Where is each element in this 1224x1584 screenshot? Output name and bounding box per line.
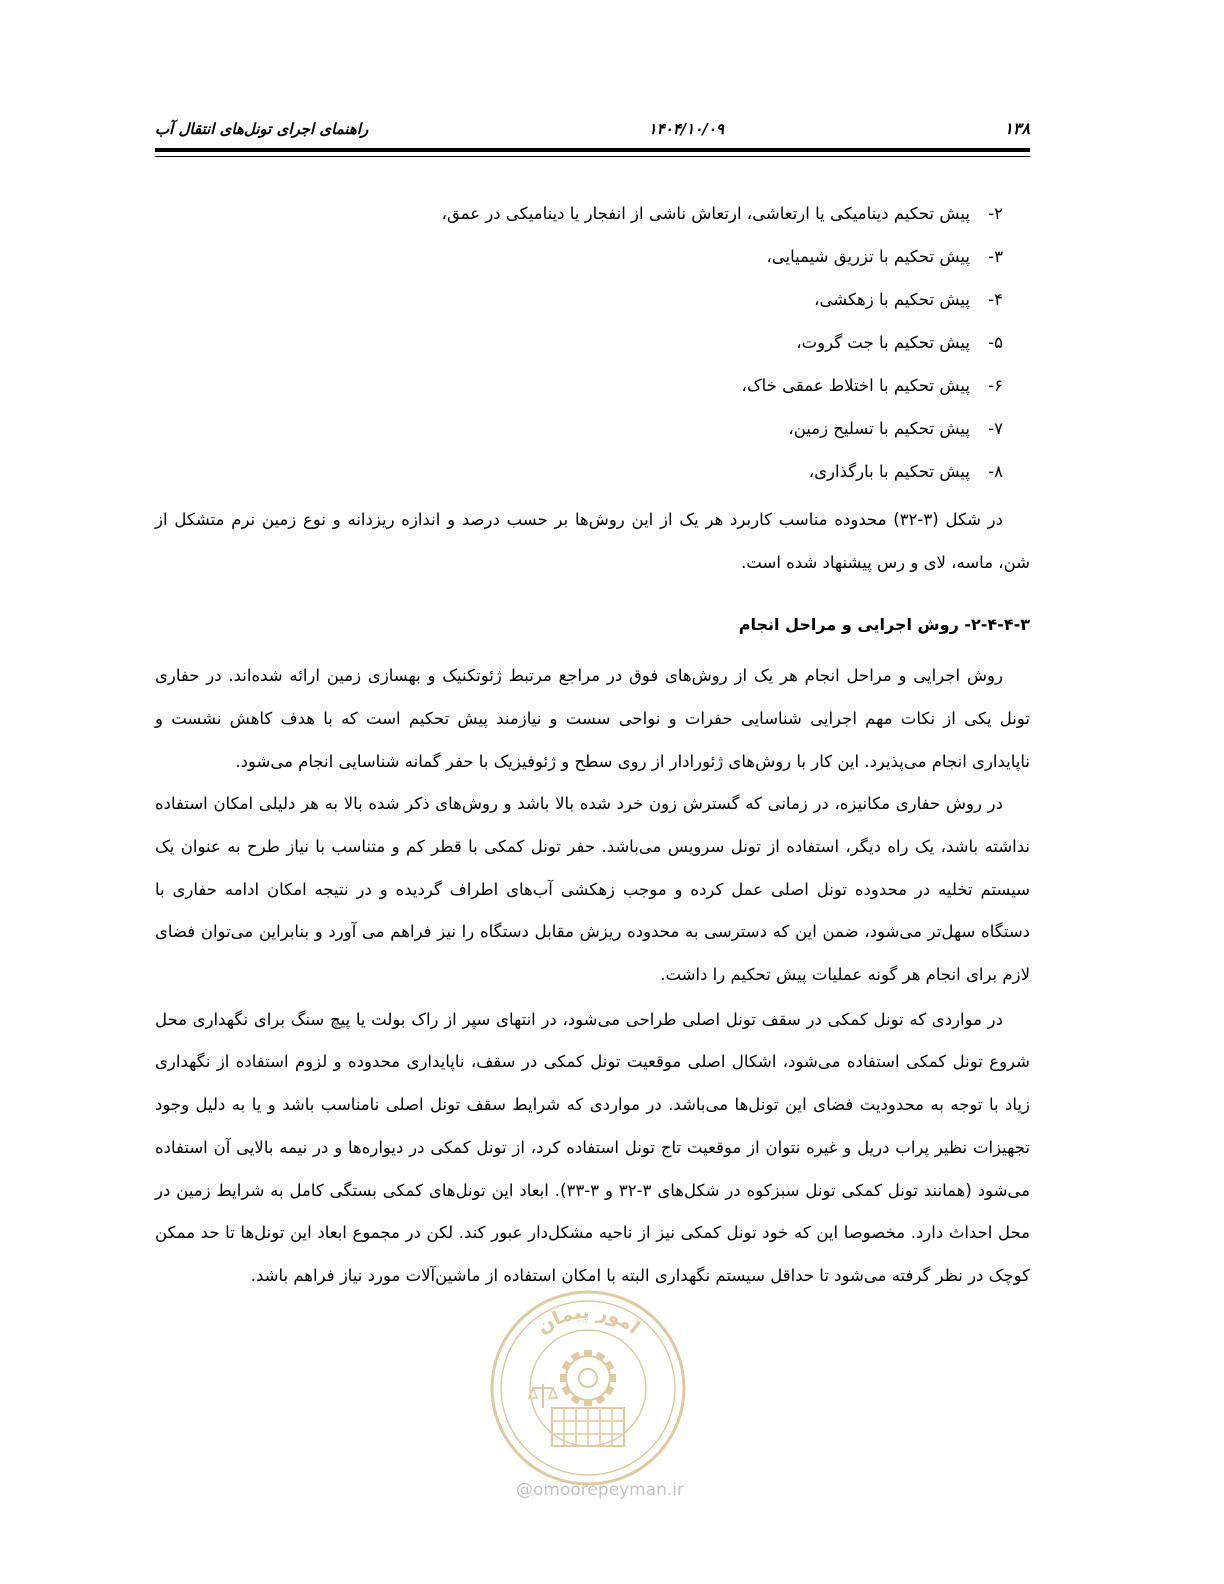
list-item	[155, 407, 1030, 450]
header-title: راهنمای اجرای تونل‌های انتقال آب	[155, 120, 369, 138]
header-rule-thin	[155, 156, 1030, 157]
list-item-number: ۴-	[988, 290, 1003, 309]
list-item-number: ۳-	[988, 247, 1003, 266]
section-number: ۳-۴-۴-۲-	[964, 615, 1030, 635]
list-item-number: ۵-	[988, 333, 1003, 352]
seal-scale-pan	[549, 1388, 557, 1398]
intro-paragraph: در شکل (۳-۳۲) محدوده مناسب کاربرد هر یک از این روش‌ها بر حسب درصد و اندازه ریزدانه و نوع زمین نرم متشکل از شن، ماسه، لای و رس پیشنهاد شده است.	[155, 510, 1030, 572]
seal-scale-icon	[529, 1384, 557, 1408]
header-date: ۱۴۰۴/۱۰/۰۹	[648, 120, 724, 138]
seal-gear-icon	[560, 1350, 616, 1406]
body-paragraph: در مواردی که تونل کمکی در سقف تونل اصلی طراحی می‌شود، در انتهای سپر از راک بولت یا پیچ سنگ برای نگهداری محل شروع تونل کمکی استفاده می‌شود، اشکال اصلی موقعیت تونل کمکی در سقف، ناپایداری محدوده و لزوم استفاده از نگهداری زیاد با توجه به محدودیت فضای این تونل‌ها می‌باشد. در مواردی که شرایط سقف تونل اصلی نامناسب باشد و یا به دلیل وجود تجهیزات نظیر پراب دریل و غیره نتوان از موقعیت تاج تونل استفاده کرد، از تونل کمکی در دیواره‌ها و در نیمه بالایی آن استفاده می‌شود (همانند تونل کمکی تونل سبزکوه در شکل‌های ۳-۳۲ و ۳-۳۳). ابعاد این تونل‌های کمکی بستگی کامل به شرایط زمین در محل احداث دارد. مخصوصا این که خود تونل کمکی نیز از ناحیه مشکل‌دار عبور کند. لکن در مجموع ابعاد این تونل‌ها تا حد ممکن کوچک در نظر گرفته می‌شود تا حداقل سیستم نگهداری البته با امکان استفاده از ماشین‌آلات مورد نیاز فراهم باشد.	[155, 1009, 1030, 1285]
list-item-number: ۷-	[988, 419, 1003, 438]
list-item	[155, 321, 1030, 364]
watermark-site-text: @omoorepeyman.ir	[515, 1480, 685, 1500]
header-rule-thick	[155, 148, 1030, 152]
section-heading	[155, 604, 1030, 647]
list-item-number: ۸-	[988, 462, 1003, 481]
list-item-text: پیش تحکیم با تسلیح زمین،	[788, 419, 970, 438]
section-title: روش اجرایی و مراحل انجام	[738, 615, 959, 635]
list-item	[155, 450, 1030, 493]
seal-lettering-path: امور پیمان	[532, 1300, 644, 1339]
list-item-text: پیش تحکیم با بارگذاری،	[808, 462, 970, 481]
list-item-number: ۶-	[988, 376, 1003, 395]
watermark-seal	[488, 1288, 688, 1488]
page-number: ۱۳۸	[1004, 119, 1030, 138]
list-item	[155, 192, 1030, 235]
list-item-text: پیش تحکیم با تزریق شیمیایی،	[766, 247, 970, 266]
list-item	[155, 364, 1030, 407]
seal-gear-body	[566, 1356, 610, 1400]
body-text	[155, 499, 1030, 1298]
list-item	[155, 235, 1030, 278]
methods-list	[155, 192, 1030, 493]
running-header	[155, 115, 1030, 143]
list-item-text: پیش تحکیم با اختلاط عمقی خاک،	[741, 376, 970, 395]
list-item-text: پیش تحکیم با زهکشی،	[814, 290, 970, 309]
list-item	[155, 278, 1030, 321]
body-paragraph: در روش حفاری مکانیزه، در زمانی که گسترش زون خرد شده بالا باشد و روش‌های ذکر شده بالا به هر دلیلی امکان استفاده نداشته باشد، یک راه دیگر، استفاده از تونل سرویس می‌باشد. حفر تونل کمکی با قطر کم و متناسب با نیاز طرح به عنوان یک سیستم تخلیه در محدوده تونل اصلی عمل کرده و موجب زهکشی آب‌های اطراف گردیده و در نتیجه امکان ادامه حفاری با دستگاه سهل‌تر می‌شود، ضمن این که دسترسی به محدوده ریزش مقابل دستگاه را نیز فراهم می آورد و بنابراین می‌توان فضای لازم برای انجام هر گونه عملیات پیش تحکیم را داشت.	[155, 794, 1030, 985]
list-item-text: پیش تحکیم دینامیکی یا ارتعاشی، ارتعاش ناشی از انفجار یا دینامیکی در عمق،	[441, 204, 970, 223]
list-item-number: ۲-	[988, 204, 1003, 223]
list-item-text: پیش تحکیم با جت گروت،	[796, 333, 970, 352]
body-paragraph: روش اجرایی و مراحل انجام هر یک از روش‌های فوق در مراجع مرتبط ژئوتکنیک و بهسازی زمین ارائه شده‌اند. در حفاری تونل یکی از نکات مهم اجرایی شناسایی حفرات و نواحی سست و نیازمند پیش تحکیم است که با هدف کاهش نشست و ناپایداری انجام می‌پذیرد. این کار با روش‌های ژئورادار از روی سطح و ژئوفیزیک با حفر گمانه شناسایی انجام می‌شود.	[155, 666, 1030, 771]
seal-lettering	[533, 1301, 644, 1339]
